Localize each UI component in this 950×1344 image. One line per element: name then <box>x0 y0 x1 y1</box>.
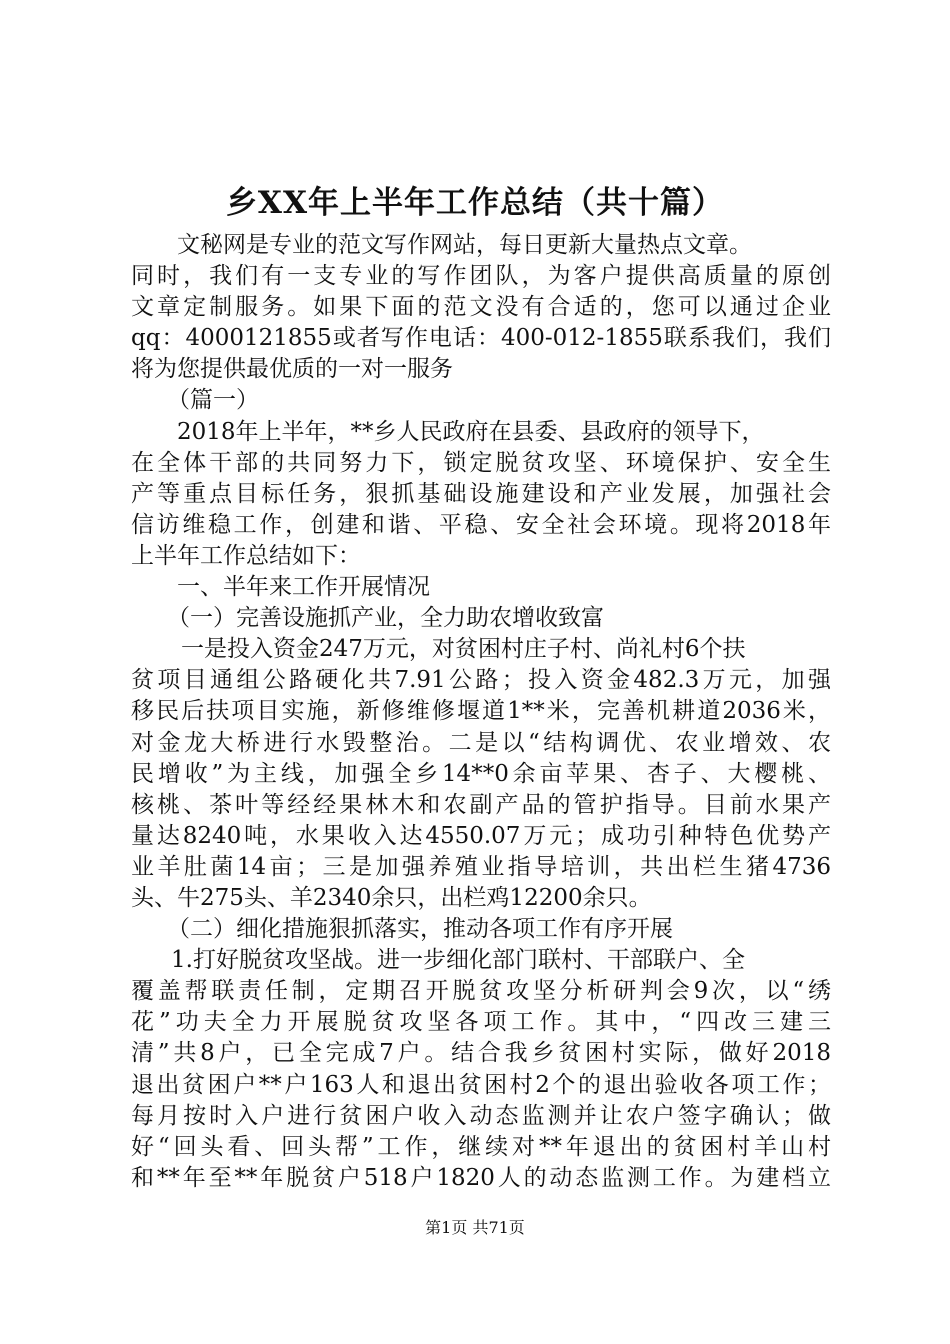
document-title: 乡XX年上半年工作总结（共十篇） <box>225 185 725 221</box>
paragraph-line: 对金龙大桥进行水毁整治。二是以“结构调优、农业增效、农 <box>131 729 831 756</box>
paragraph-line: 信访维稳工作，创建和谐、平稳、安全社会环境。现将2018年 <box>131 511 831 538</box>
section-heading: （一）完善设施抓产业，全力助农增收致富 <box>167 605 604 632</box>
paragraph-line: 和**年至**年脱贫户518户1820人的动态监测工作。为建档立 <box>131 1164 831 1191</box>
paragraph-line: 好“回头看、回头帮”工作，继续对**年退出的贫困村羊山村 <box>131 1133 831 1160</box>
paragraph-line: 文章定制服务。如果下面的范文没有合适的，您可以通过企业 <box>131 294 831 321</box>
paragraph-line: 业羊肚菌14亩；三是加强养殖业指导培训，共出栏生猪4736 <box>131 853 831 880</box>
paragraph-line: 头、牛275头、羊2340余只，出栏鸡12200余只。 <box>131 884 652 911</box>
paragraph-line: 量达8240吨，水果收入达4550.07万元；成功引种特色优势产 <box>131 822 831 849</box>
paragraph-line: qq：4000121855或者写作电话：400-012-1855联系我们，我们 <box>131 325 831 352</box>
paragraph-line: 上半年工作总结如下： <box>131 542 361 569</box>
section-heading: （篇一） <box>167 387 259 414</box>
paragraph-line: 文秘网是专业的范文写作网站，每日更新大量热点文章。 <box>177 232 752 258</box>
paragraph-line: 一是投入资金247万元，对贫困村庄子村、尚礼村6个扶 <box>181 636 746 663</box>
paragraph-line: 覆盖帮联责任制，定期召开脱贫攻坚分析研判会9次，以“绣 <box>131 978 831 1005</box>
paragraph-line: 清”共8户，已全完成7户。结合我乡贫困村实际，做好2018 <box>131 1040 831 1067</box>
paragraph-line: 每月按时入户进行贫困户收入动态监测并让农户签字确认；做 <box>131 1102 831 1129</box>
paragraph-line: 民增收”为主线，加强全乡14**0余亩苹果、杏子、大樱桃、 <box>131 760 831 787</box>
paragraph-line: 2018年上半年，**乡人民政府在县委、县政府的领导下， <box>177 418 765 445</box>
paragraph-line: 贫项目通组公路硬化共7.91公路；投入资金482.3万元，加强 <box>131 667 831 694</box>
section-heading: 一、半年来工作开展情况 <box>177 574 430 601</box>
paragraph-line: 同时，我们有一支专业的写作团队，为客户提供高质量的原创 <box>131 263 831 290</box>
paragraph-line: 将为您提供最优质的一对一服务 <box>131 356 453 383</box>
section-heading: （二）细化措施狠抓落实，推动各项工作有序开展 <box>167 916 673 943</box>
paragraph-line: 1.打好脱贫攻坚战。进一步细化部门联村、干部联户、全 <box>171 947 745 974</box>
document-body <box>131 230 831 1194</box>
paragraph-line: 产等重点目标任务，狠抓基础设施建设和产业发展，加强社会 <box>131 480 831 507</box>
paragraph-line: 花”功夫全力开展脱贫攻坚各项工作。其中，“四改三建三 <box>131 1009 831 1036</box>
paragraph-line: 移民后扶项目实施，新修维修堰道1**米，完善机耕道2036米， <box>131 698 831 725</box>
paragraph-line: 核桃、茶叶等经经果林木和农副产品的管护指导。目前水果产 <box>131 791 831 818</box>
paragraph-line: 在全体干部的共同努力下，锁定脱贫攻坚、环境保护、安全生 <box>131 449 831 476</box>
paragraph-line: 退出贫困户**户163人和退出贫困村2个的退出验收各项工作； <box>131 1071 831 1098</box>
page-number-footer: 第1页 共71页 <box>425 1218 525 1237</box>
